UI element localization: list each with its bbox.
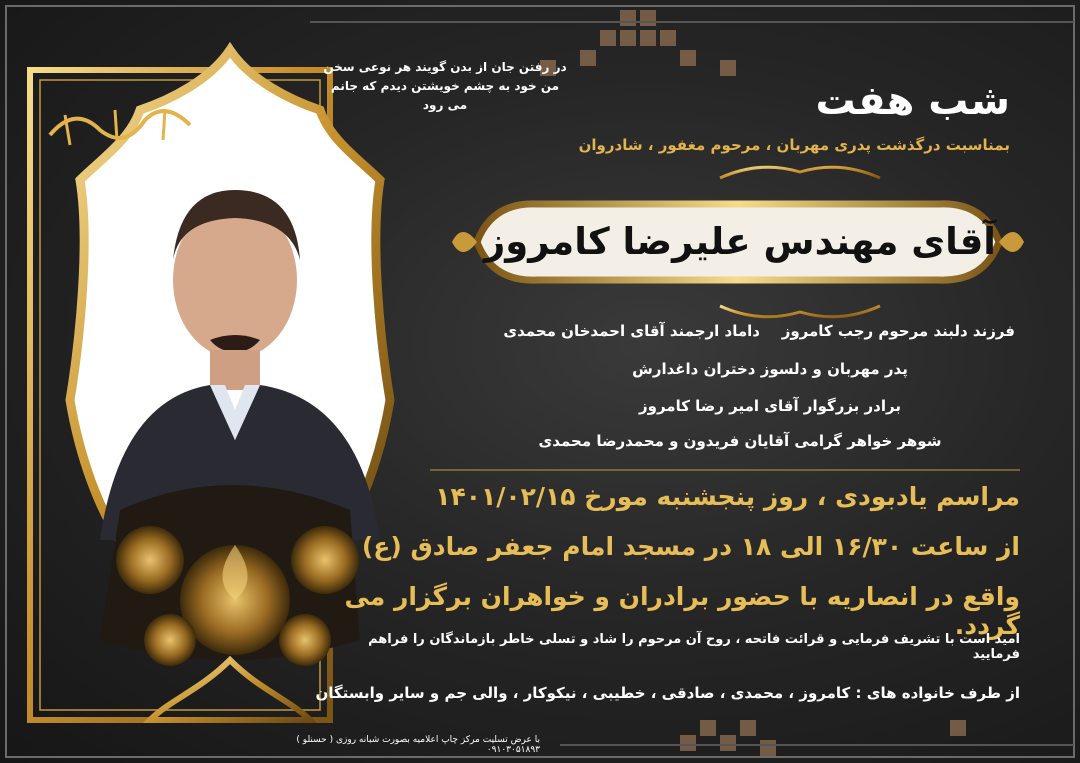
ceremony-location: واقع در انصاریه با حضور برادران و خواهران برگزار می گردد. bbox=[344, 582, 1020, 640]
relation-son: فرزند دلبند مرحوم رجب کامروز bbox=[781, 322, 1015, 340]
relation-sister-husband: شوهر خواهر گرامی آقایان فریدون و محمدرضا محمدی bbox=[538, 432, 942, 450]
intro-text: بمناسبت درگذشت پدری مهربان ، مرحوم مغفور ، شادروان bbox=[578, 136, 1010, 154]
hope-text: امید است با تشریف فرمایی و قرائت فاتحه ، روح آن مرحوم را شاد و تسلی خاطر بازماندگان را فراهم فرمایید bbox=[368, 632, 1020, 662]
ceremony-date: مراسم یادبودی ، روز پنجشنبه مورخ ۱۴۰۱/۰۲/۱۵ bbox=[435, 482, 1020, 511]
relation-father: پدر مهربان و دلسوز دختران داغدارش bbox=[632, 360, 908, 378]
families-text: از طرف خانواده های : کامروز ، محمدی ، صادقی ، خطیبی ، نیکوکار ، والی جم و سایر وابستگان bbox=[315, 684, 1020, 702]
poem bbox=[320, 58, 570, 115]
poem-line-1: در رفتن جان از بدن گویند هر نوعی سخن bbox=[323, 60, 567, 74]
relation-brother: برادر بزرگوار آقای امیر رضا کامروز bbox=[639, 397, 901, 415]
deceased-name: آقای مهندس علیرضا کامروز bbox=[483, 220, 996, 263]
ceremony-time-place: از ساعت ۱۶/۳۰ الی ۱۸ در مسجد امام جعفر صادق (ع) bbox=[361, 532, 1020, 561]
poem-line-2: من خود به چشم خویشتن دیدم که جانم می رود bbox=[330, 79, 560, 112]
gold-roses bbox=[100, 485, 360, 666]
calligraphy-logo bbox=[45, 95, 195, 155]
page-title: شب هفت bbox=[815, 78, 1010, 124]
print-credit: با عرض تسلیت مرکز چاپ اعلامیه بصورت شبانه روزی ( حسنلو ) ۰۹۱۰۳۰۵۱۸۹۳ bbox=[296, 735, 540, 755]
relation-son-in-law: داماد ارجمند آقای احمدخان محمدی bbox=[503, 322, 760, 340]
bottom-pattern bbox=[680, 720, 966, 756]
